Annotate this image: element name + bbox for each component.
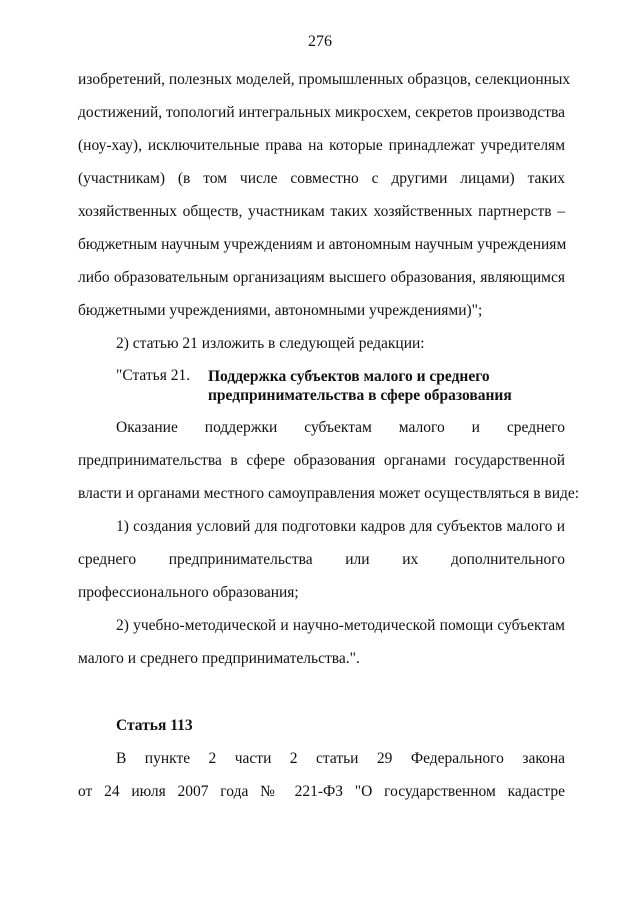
article-title-line: предпринимательства в сфере образования: [208, 387, 512, 404]
text-line: (участникам) (в том числе совместно с другими лицами) таких: [78, 170, 565, 187]
list-item-text: 2) статью 21 изложить в следующей редакции:: [116, 335, 425, 352]
article-heading: Статья 113: [116, 717, 193, 734]
text-line: предпринимательства в сфере образования органами государственной: [78, 452, 565, 469]
text-line: от 24 июля 2007 года № 221-ФЗ "О государственном кадастре: [78, 783, 565, 800]
text-line: бюджетным научным учреждениям и автономным научным учреждениям: [78, 236, 567, 253]
text-line: 1) создания условий для подготовки кадров для субъектов малого и: [116, 518, 565, 535]
article-label: "Статья 21.: [116, 367, 191, 384]
text-line: бюджетными учреждениями, автономными учреждениями)";: [78, 302, 483, 319]
text-line: изобретений, полезных моделей, промышленных образцов, селекционных: [78, 71, 571, 88]
text-line: власти и органами местного самоуправления может осуществляться в виде:: [78, 485, 580, 502]
text-line: Оказание поддержки субъектам малого и среднего: [116, 419, 565, 436]
text-line: 2) учебно-методической и научно-методической помощи субъектам: [116, 617, 565, 634]
page-number: 276: [308, 33, 332, 50]
article-title-line: Поддержка субъектов малого и среднего: [208, 368, 490, 385]
text-line: хозяйственных обществ, участникам таких хозяйственных партнерств –: [78, 203, 565, 220]
text-line: достижений, топологий интегральных микросхем, секретов производства: [78, 104, 565, 121]
text-line: среднего предпринимательства или их дополнительного: [78, 551, 565, 568]
text-line: В пункте 2 части 2 статьи 29 Федерального закона: [116, 750, 565, 767]
text-line: профессионального образования;: [78, 584, 299, 601]
text-line: (ноу-хау), исключительные права на которые принадлежат учредителям: [78, 137, 565, 154]
text-line: малого и среднего предпринимательства.".: [78, 650, 360, 667]
text-line: либо образовательным организациям высшего образования, являющимся: [78, 269, 565, 286]
